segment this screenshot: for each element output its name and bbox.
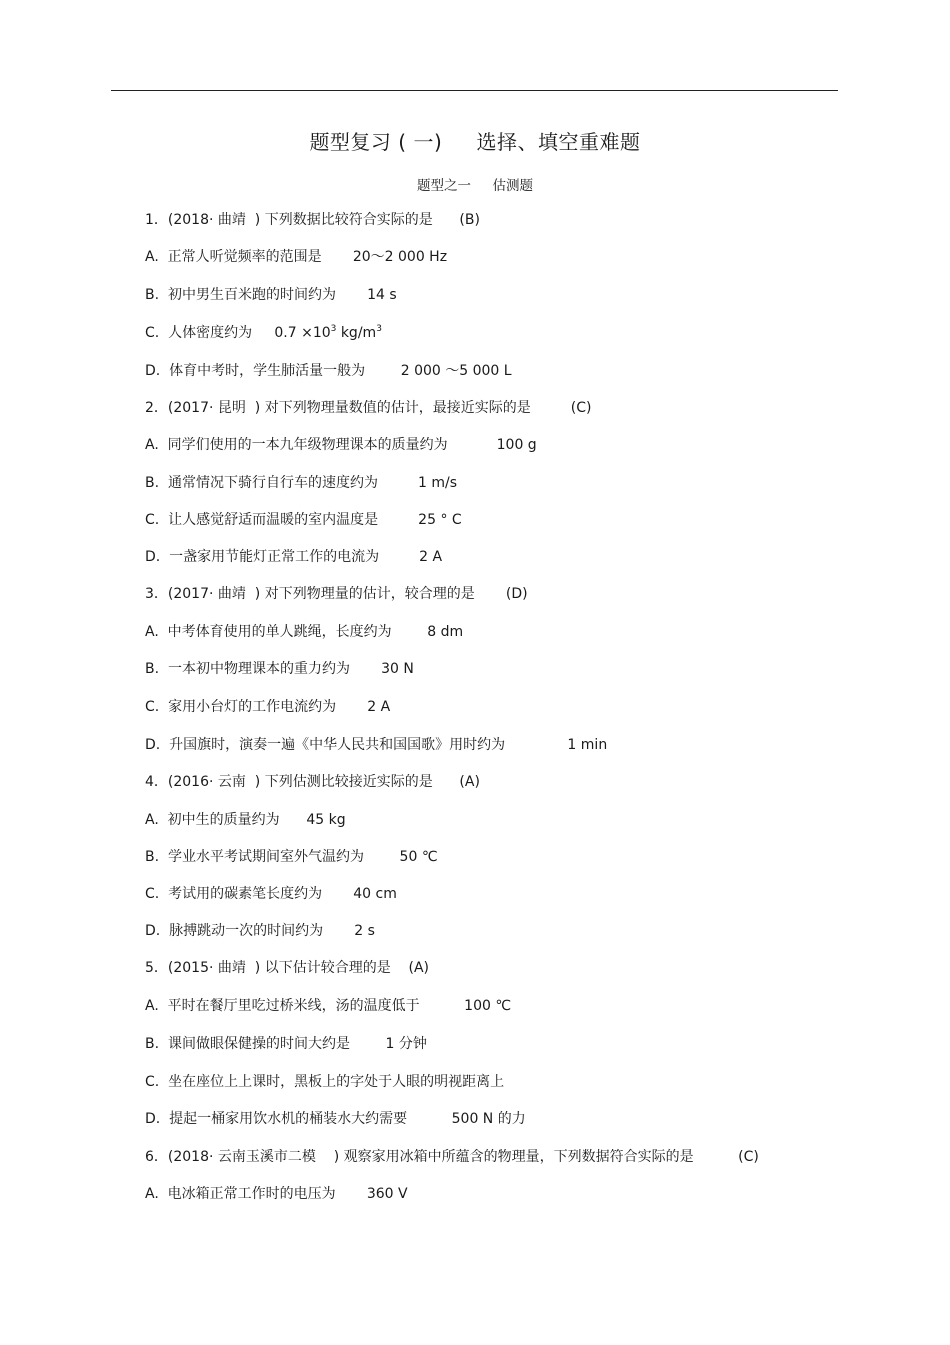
- q1-option-c: [145, 324, 382, 344]
- q2-option-c: C. 让人感觉舒适而温暖的室内温度是 25 ° C: [145, 512, 462, 528]
- q2-option-b: B. 通常情况下骑行自行车的速度约为 1 m/s: [145, 475, 458, 491]
- q2-option-d: D. 一盏家用节能灯正常工作的电流为 2 A: [145, 549, 443, 565]
- q4-option-d: D. 脉搏跳动一次的时间约为 2 s: [145, 923, 375, 939]
- q3-option-a: A. 中考体育使用的单人跳绳，长度约为 8 dm: [145, 624, 464, 640]
- exponent: 3: [330, 324, 337, 334]
- page-title: 题型复习 ( 一) 选择、填空重难题: [309, 130, 641, 154]
- q4-option-a: A. 初中生的质量约为 45 kg: [145, 812, 346, 828]
- q3-option-c: C. 家用小台灯的工作电流约为 2 A: [145, 699, 391, 715]
- q3-option-d: D. 升国旗时，演奏一遍《中华人民共和国国歌》用时约为 1 min: [145, 737, 608, 753]
- q5-option-d: D. 提起一桶家用饮水机的桶装水大约需要 500 N 的力: [145, 1111, 526, 1127]
- unit: kg/m: [336, 325, 377, 341]
- question-4: 4．(2016· 云南 ) 下列估测比较接近实际的是 (A): [145, 774, 480, 790]
- question-5: 5．(2015· 曲靖 ) 以下估计较合理的是 (A): [145, 960, 430, 976]
- q4-option-c: C. 考试用的碳素笔长度约为 40 cm: [145, 886, 397, 902]
- q1-option-b: B. 初中男生百米跑的时间约为 14 s: [145, 287, 397, 303]
- q5-option-b: B. 课间做眼保健操的时间大约是 1 分钟: [145, 1036, 427, 1052]
- q3-option-b: B. 一本初中物理课本的重力约为 30 N: [145, 661, 414, 677]
- q1-option-a: A. 正常人听觉频率的范围是 20～2 000 Hz: [145, 249, 448, 265]
- question-3: 3．(2017· 曲靖 ) 对下列物理量的估计，较合理的是 (D): [145, 586, 528, 602]
- q5-option-c: C. 坐在座位上上课时，黑板上的字处于人眼的明视距离上: [145, 1074, 505, 1090]
- q1-option-c-text: C. 人体密度约为 0.7 ×10: [145, 325, 331, 341]
- q6-option-a: A. 电冰箱正常工作时的电压为 360 V: [145, 1186, 408, 1202]
- q4-option-b: B. 学业水平考试期间室外气温约为 50 ℃: [145, 849, 438, 865]
- header-rule: [111, 90, 838, 91]
- exponent: 3: [376, 324, 382, 334]
- section-subtitle: 题型之一 估测题: [417, 178, 533, 194]
- q2-option-a: A. 同学们使用的一本九年级物理课本的质量约为 100 g: [145, 437, 537, 453]
- q1-option-d: D. 体育中考时，学生肺活量一般为 2 000 ～5 000 L: [145, 363, 512, 379]
- question-6: 6．(2018· 云南玉溪市二模 ) 观察家用冰箱中所蕴含的物理量，下列数据符合实际的是 (C): [145, 1149, 759, 1165]
- question-2: 2．(2017· 昆明 ) 对下列物理量数值的估计，最接近实际的是 (C): [145, 400, 592, 416]
- q5-option-a: A. 平时在餐厅里吃过桥米线，汤的温度低于 100 ℃: [145, 998, 512, 1014]
- question-1: 1．(2018· 曲靖 ) 下列数据比较符合实际的是 (B): [145, 212, 480, 228]
